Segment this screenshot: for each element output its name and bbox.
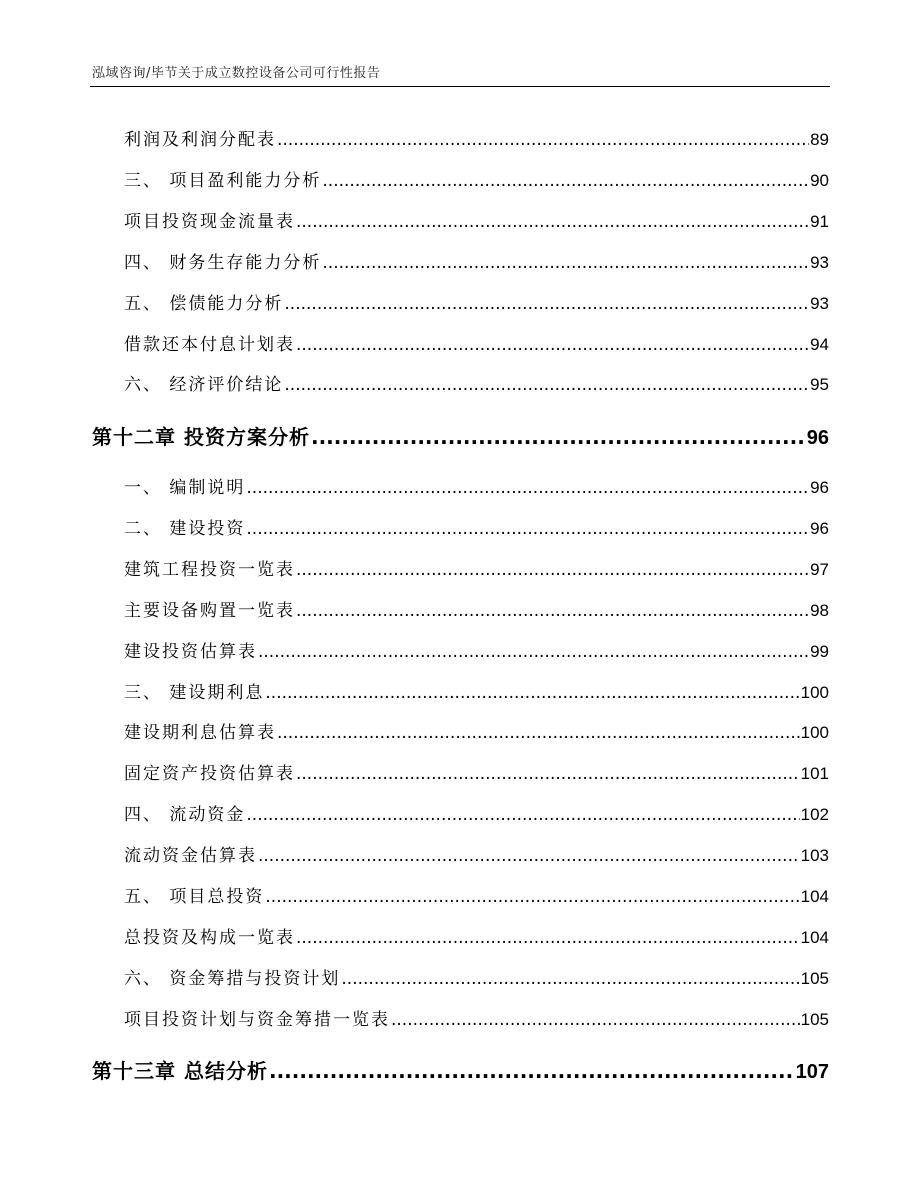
toc-page-number: 104 bbox=[800, 887, 829, 906]
toc-leader-dots bbox=[284, 294, 809, 314]
toc-label: 六、 经济评价结论 bbox=[124, 375, 284, 395]
toc-leader-dots bbox=[258, 642, 809, 662]
toc-label: 总投资及构成一览表 bbox=[124, 928, 295, 948]
toc-label: 一、 编制说明 bbox=[124, 478, 246, 498]
toc-entry[interactable] bbox=[124, 718, 829, 743]
toc-page-number: 104 bbox=[800, 928, 829, 947]
toc-leader-dots bbox=[391, 1010, 800, 1030]
toc-leader-dots bbox=[246, 805, 799, 825]
toc-page-number: 93 bbox=[810, 294, 829, 313]
toc-entry[interactable] bbox=[124, 473, 829, 498]
toc-leader-dots bbox=[277, 723, 800, 743]
toc-leader-dots bbox=[258, 846, 800, 866]
toc-entry[interactable] bbox=[124, 964, 829, 989]
toc-entry[interactable] bbox=[124, 841, 829, 866]
toc-page-number: 97 bbox=[810, 560, 829, 579]
toc-leader-dots bbox=[246, 519, 809, 539]
toc-entry[interactable] bbox=[124, 678, 829, 703]
toc-leader-dots bbox=[277, 130, 809, 150]
toc-label: 建筑工程投资一览表 bbox=[124, 560, 295, 580]
toc-page-number: 95 bbox=[810, 375, 829, 394]
toc-page-number: 101 bbox=[800, 764, 829, 783]
toc-label: 项目投资现金流量表 bbox=[124, 212, 295, 232]
toc-label: 六、 资金筹措与投资计划 bbox=[124, 969, 341, 989]
toc-entry[interactable] bbox=[124, 289, 829, 314]
toc-entry[interactable] bbox=[124, 1005, 829, 1030]
toc-page-number: 105 bbox=[800, 969, 829, 988]
toc-page-number: 107 bbox=[795, 1061, 829, 1083]
toc-entry[interactable] bbox=[124, 637, 829, 662]
toc-page-number: 90 bbox=[810, 171, 829, 190]
toc-label: 建设投资估算表 bbox=[124, 642, 257, 662]
toc-page-number: 89 bbox=[810, 130, 829, 149]
toc-label: 第十三章 总结分析 bbox=[92, 1059, 268, 1083]
toc-page-number: 103 bbox=[800, 846, 829, 865]
toc-page-number: 100 bbox=[800, 683, 829, 702]
toc-label: 第十二章 投资方案分析 bbox=[92, 425, 310, 449]
toc-label: 二、 建设投资 bbox=[124, 519, 246, 539]
toc-label: 借款还本付息计划表 bbox=[124, 335, 295, 355]
toc-leader-dots bbox=[341, 969, 799, 989]
toc-entry[interactable] bbox=[124, 923, 829, 948]
toc-page-number: 94 bbox=[810, 335, 829, 354]
toc-leader-dots bbox=[269, 1059, 795, 1083]
toc-entry[interactable] bbox=[124, 800, 829, 825]
toc-page-number: 96 bbox=[806, 427, 829, 449]
toc-chapter-entry[interactable] bbox=[92, 421, 829, 450]
toc-leader-dots bbox=[265, 683, 799, 703]
toc-page-number: 96 bbox=[810, 478, 829, 497]
toc-label: 固定资产投资估算表 bbox=[124, 764, 295, 784]
toc-leader-dots bbox=[296, 764, 800, 784]
toc-label: 五、 偿债能力分析 bbox=[124, 294, 284, 314]
toc-entry[interactable] bbox=[124, 248, 829, 273]
toc-page-number: 96 bbox=[810, 519, 829, 538]
toc-entry[interactable] bbox=[124, 166, 829, 191]
toc-leader-dots bbox=[265, 887, 799, 907]
toc-entry[interactable] bbox=[124, 125, 829, 150]
toc-leader-dots bbox=[296, 335, 809, 355]
header-rule bbox=[90, 86, 830, 87]
toc-page-number: 105 bbox=[800, 1010, 829, 1029]
toc-leader-dots bbox=[296, 928, 800, 948]
toc-entry[interactable] bbox=[124, 596, 829, 621]
running-header: 泓域咨询/毕节关于成立数控设备公司可行性报告 bbox=[92, 66, 381, 81]
toc-page-number: 102 bbox=[800, 805, 829, 824]
toc-label: 三、 项目盈利能力分析 bbox=[124, 171, 322, 191]
toc-entry[interactable] bbox=[124, 514, 829, 539]
toc-page-number: 100 bbox=[800, 723, 829, 742]
toc-chapter-entry[interactable] bbox=[92, 1055, 829, 1084]
toc-leader-dots bbox=[322, 171, 809, 191]
toc-entry[interactable] bbox=[124, 370, 829, 395]
toc-label: 流动资金估算表 bbox=[124, 846, 257, 866]
toc-leader-dots bbox=[246, 478, 809, 498]
toc-entry[interactable] bbox=[124, 555, 829, 580]
toc-page-number: 99 bbox=[810, 642, 829, 661]
toc-label: 三、 建设期利息 bbox=[124, 683, 265, 703]
toc-leader-dots bbox=[296, 601, 809, 621]
toc-leader-dots bbox=[311, 425, 806, 449]
toc-entry[interactable] bbox=[124, 759, 829, 784]
toc-label: 主要设备购置一览表 bbox=[124, 601, 295, 621]
toc-page-number: 93 bbox=[810, 253, 829, 272]
toc-entry[interactable] bbox=[124, 207, 829, 232]
toc-label: 利润及利润分配表 bbox=[124, 130, 276, 150]
toc-leader-dots bbox=[296, 212, 809, 232]
toc-label: 五、 项目总投资 bbox=[124, 887, 265, 907]
toc-label: 四、 流动资金 bbox=[124, 805, 246, 825]
toc-label: 四、 财务生存能力分析 bbox=[124, 253, 322, 273]
toc-entry[interactable] bbox=[124, 882, 829, 907]
toc-page-number: 98 bbox=[810, 601, 829, 620]
toc-leader-dots bbox=[284, 375, 809, 395]
toc-leader-dots bbox=[322, 253, 809, 273]
toc-label: 建设期利息估算表 bbox=[124, 723, 276, 743]
toc-label: 项目投资计划与资金筹措一览表 bbox=[124, 1010, 390, 1030]
toc-leader-dots bbox=[296, 560, 809, 580]
toc-page-number: 91 bbox=[810, 212, 829, 231]
toc-entry[interactable] bbox=[124, 330, 829, 355]
